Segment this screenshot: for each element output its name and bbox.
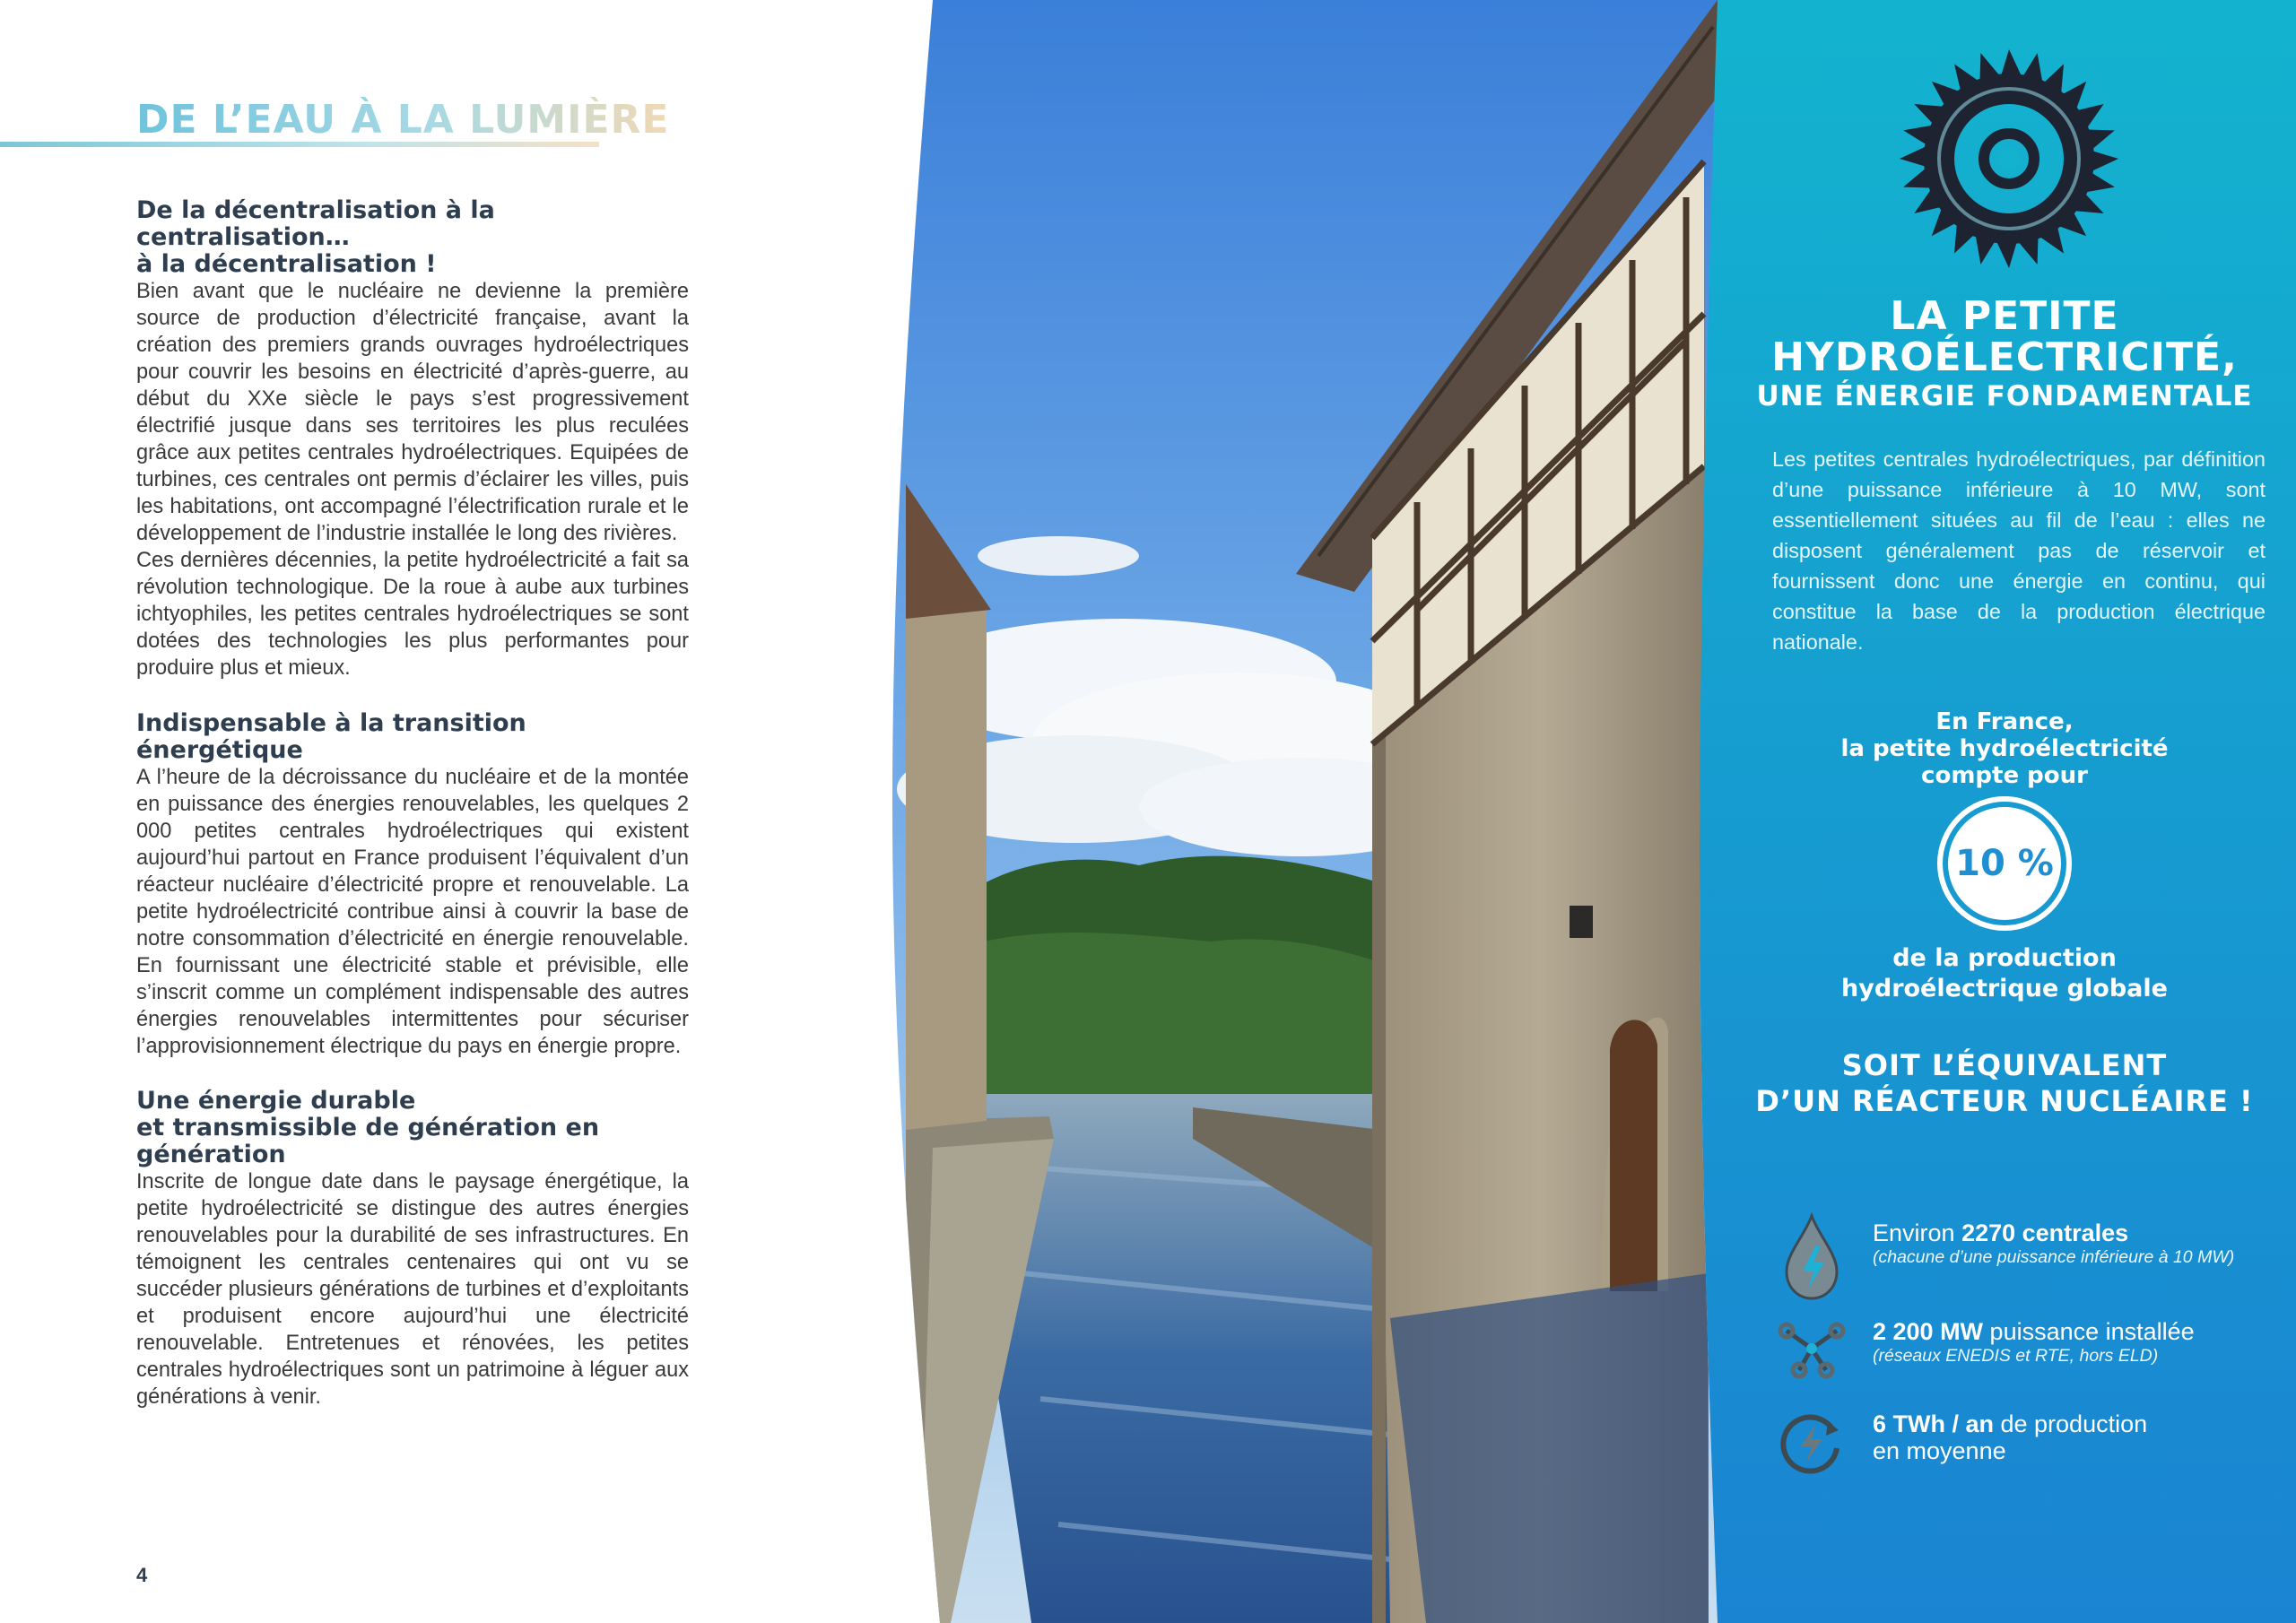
nuclear-equivalent-line2: D’UN RÉACTEUR NUCLÉAIRE ! xyxy=(1755,1084,2254,1118)
turbine-blade xyxy=(1996,241,2017,268)
panel-title-line3: UNE ÉNERGIE FONDAMENTALE xyxy=(1756,380,2253,412)
info-panel xyxy=(1713,0,2296,1623)
nuclear-equivalent-line1: SOIT L’ÉQUIVALENT xyxy=(1841,1048,2168,1082)
stat-caption-bottom-line1: de la production xyxy=(1892,944,2117,972)
article-body: Bien avant que le nucléaire ne devienne la première source de production d’électricité française, avant la création des premiers grands ouvrages hydroélectriques pour couvrir les besoins en électricité d’après-guerre, au début du XXe siècle le pays s’est progressivement électrifié jusque dans ses territoires les plus reculées grâce aux petites centrales hydroélectriques. Equipées de turbines, ces centrales ont permis d’éclairer les villes, puis les habitations, ont accompagné l’électrification rurale et le développement de l’industrie installée le long des rivières. xyxy=(136,280,689,545)
fact-post: puissance installée xyxy=(1983,1318,2195,1345)
panel-intro: Les petites centrales hydroélectriques, par définition d’une puissance inférieure à 10 MW, sont essentiellement situées au fil de l’eau : elles ne disposent généralement pas de réservoir et fournissent donc une énergie en continu, qui constitue la base de la production électrique nationale. xyxy=(1772,447,2266,654)
fact-note: (chacune d’une puissance inférieure à 10 MW) xyxy=(1873,1247,2235,1267)
fact-line2: en moyenne xyxy=(1873,1437,2006,1464)
fact-note: (réseaux ENEDIS et RTE, hors ELD) xyxy=(1873,1346,2159,1366)
stat-caption-bottom-line2: hydroélectrique globale xyxy=(1841,975,2168,1002)
fact-pre: Environ xyxy=(1873,1219,1962,1246)
section-title: DE L’EAU À LA LUMIÈRE xyxy=(136,97,670,143)
stat-value: 10 % xyxy=(1955,843,2054,884)
fact-strong: 2270 centrales xyxy=(1961,1219,2129,1246)
renewable-energy-cycle-icon xyxy=(1776,1407,1848,1479)
article-body: Inscrite de longue date dans le paysage énergétique, la petite hydroélectricité se distingue des autres énergies renouvelables pour la durabilité de ses infrastructures. En témoignent les centrales centenaires qui ont vu se succéder plusieurs générations de turbines et d’exploitants et produisent encore aujourd’hui une électricité renouvelable. Entretenues et rénovées, les petites centrales hydroélectriques sont un patrimoine à léguer aux générations à venir. xyxy=(136,1170,689,1409)
panel-title-line1: LA PETITE xyxy=(1890,293,2119,339)
article-heading-line2: à la décentralisation ! xyxy=(136,250,437,278)
nuclear-equivalent xyxy=(1713,1047,2296,1119)
article-body: A l’heure de la décroissance du nucléaire et de la montée en puissance des énergies renouvelables, les quelques 2 000 petites centrales hydroélectriques qui existent aujourd’hui partout en France produisent l’équivalent d’un réacteur nucléaire d’électricité propre et renouvelable. La petite hydroélectricité contribue ainsi à couvrir la base de notre consommation d’électricité en énergie renouvelable. En fournissant une électricité stable et prévisible, elle s’inscrit comme un complément indispensable des autres énergies renouvelables intermittentes pour sécuriser l’approvisionnement électrique du pays en énergie propre. xyxy=(136,766,689,1058)
stat-caption-top xyxy=(1713,708,2296,789)
grid-network-icon xyxy=(1776,1313,1848,1384)
stat-caption-top-line1: En France, xyxy=(1935,708,2074,735)
turbine-wheel-icon xyxy=(1897,47,2121,271)
fact-main xyxy=(1873,1410,2294,1437)
water-drop-lightning-icon xyxy=(1776,1212,1848,1302)
article-heading-line2: et transmissible de génération en génération xyxy=(136,1114,600,1168)
stat-caption-top-line2: la petite hydroélectricité xyxy=(1840,735,2169,762)
stat-caption-bottom xyxy=(1713,943,2296,1004)
fact-main xyxy=(1873,1318,2294,1345)
article-heading: Indispensable à la transition énergétique xyxy=(136,709,526,764)
turbine-blade xyxy=(1900,146,1926,167)
article-heading-line1: De la décentralisation à la centralisation… xyxy=(136,196,495,251)
stat-caption-top-line3: compte pour xyxy=(1921,762,2088,789)
fact-post: de production xyxy=(1994,1410,2148,1437)
article-body-2: Ces dernières décennies, la petite hydroélectricité a fait sa révolution technologique. De la roue à aube aux turbines ichtyophiles, les petites centrales hydroélectriques se sont dotées des technologies les plus performantes pour produire plus et mieux. xyxy=(136,549,689,680)
fact-strong: 6 TWh / an xyxy=(1873,1410,1994,1437)
turbine-blade xyxy=(2001,49,2022,76)
fact-main xyxy=(1873,1219,2294,1246)
stat-badge xyxy=(1948,807,2061,920)
article-heading-line1: Une énergie durable xyxy=(136,1087,416,1115)
turbine-blade xyxy=(2092,151,2118,171)
panel-title-line2: HYDROÉLECTRICITÉ, xyxy=(1771,334,2238,380)
page-number: 4 xyxy=(136,1564,148,1586)
panel-title xyxy=(1713,293,2296,414)
fact-strong: 2 200 MW xyxy=(1873,1318,1984,1345)
